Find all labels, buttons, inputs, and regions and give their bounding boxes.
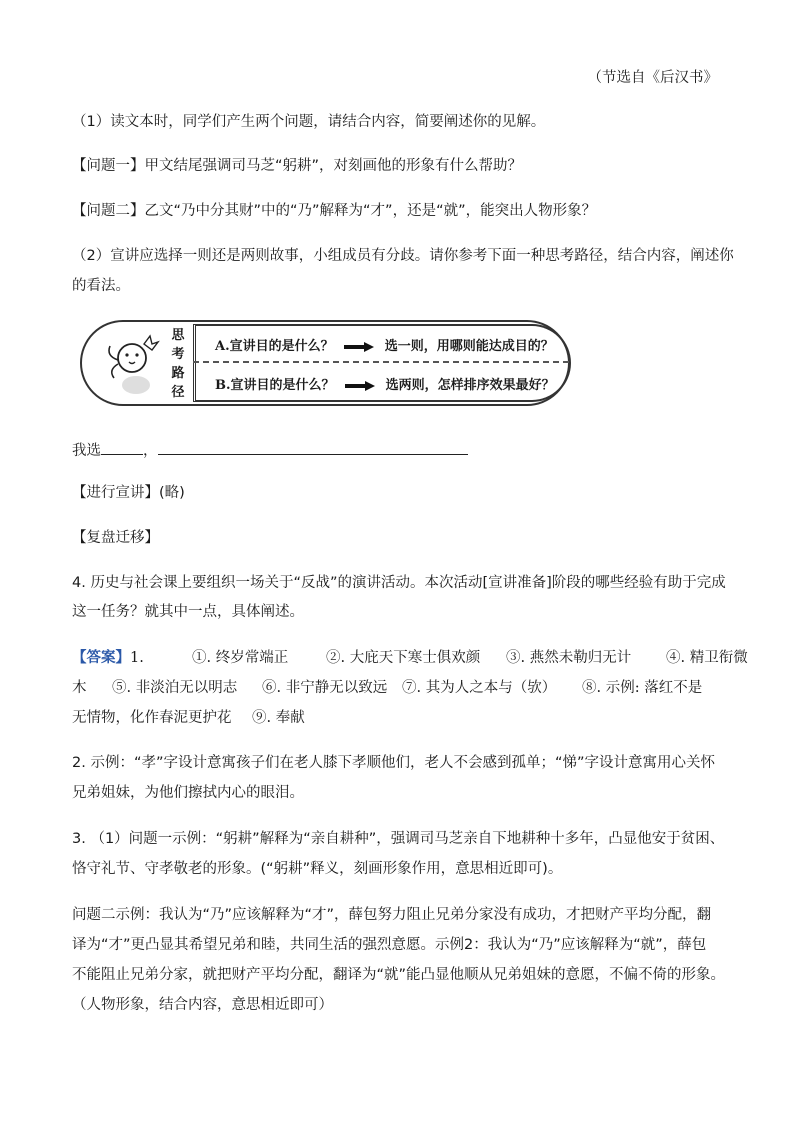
row-b-result: 选两则，怎样排序效果最好？ [385, 378, 555, 393]
problem-two: 【问题二】乙文“乃中分其财”中的“乃”解释为“才”，还是“就”，能突出人物形象？ [72, 203, 597, 219]
question-4-line-2: 这一任务？就其中一点，具体阐述。 [72, 604, 304, 620]
right-arrow-icon [344, 342, 374, 352]
answer-2-line-2: 兄弟姐妹，为他们擦拭内心的眼泪。 [72, 785, 304, 801]
answer-item: ⑤. 非淡泊无以明志 [112, 680, 238, 696]
answer-3-problem2-line-3: 不能阻止兄弟分家，就把财产平均分配，翻译为“就”能凸显他顺从兄弟姐妹的意愿，不偏不倚的形象。 [72, 967, 726, 983]
choice-line [72, 440, 722, 461]
question-2-line-1: （2）宣讲应选择一则还是两则故事，小组成员有分歧。请你参考下面一种思考路径，结合内容，阐述你 [72, 248, 734, 264]
label-char: 考 [171, 347, 185, 362]
source-note: （节选自《后汉书》 [587, 70, 718, 86]
question-1-intro: （1）读文本时，同学们产生两个问题，请结合内容，简要阐述你的见解。 [72, 114, 546, 130]
answer-item: ⑨. 奉献 [252, 710, 305, 726]
answer-item: 木 [72, 680, 87, 696]
step-lecture: 【进行宣讲】(略) [72, 485, 185, 501]
row-a-question: A.宣讲目的是什么？ [215, 339, 334, 354]
label-char: 径 [171, 385, 185, 400]
answer-item: ⑧. 示例: 落红不是 [582, 680, 703, 696]
path-row-a [215, 335, 554, 354]
answer-item: ④. 精卫衔微 [666, 650, 748, 666]
choice-comma: ， [143, 443, 158, 459]
answer-3-line-2: 恪守礼节、守孝敬老的形象。(“躬耕”释义，刻画形象作用，意思相近即可)。 [72, 861, 563, 877]
choice-blank-short[interactable] [101, 440, 143, 455]
thinking-path-label [168, 326, 188, 402]
answer-3-problem2-line-1: 问题二示例：我认为“乃”应该解释为“才”，薛包努力阻止兄弟分家没有成功，才把财产平均分配，翻 [72, 907, 712, 923]
answer-item: ⑥. 非宁静无以致远 [262, 680, 388, 696]
label-char: 思 [171, 328, 185, 343]
answer-tag: 【答案】 [72, 649, 130, 666]
answer-3-problem2-line-2: 译为“才”更凸显其希望兄弟和睦，共同生活的强烈意愿。示例2：我认为“乃”应该解释为“就”，薛包 [72, 937, 707, 953]
question-2-line-2: 的看法。 [72, 278, 130, 294]
answer-item: ①. 终岁常端正 [192, 650, 289, 666]
label-char: 路 [171, 366, 185, 381]
problem-one: 【问题一】甲文结尾强调司马芝“躬耕”，对刻画他的形象有什么帮助？ [72, 158, 523, 174]
answer-item: ②. 大庇天下寒士俱欢颜 [326, 650, 481, 666]
answer-3-problem2-line-4: （人物形象，结合内容，意思相近即可） [72, 997, 333, 1013]
answer-3-line-1: 3. （1）问题一示例：“躬耕”解释为“亲自耕种”，强调司马芝亲自下地耕种十多年，凸显他安于贫困、 [72, 831, 725, 847]
question-4-line-1: 4. 历史与社会课上要组织一场关于“反战”的演讲活动。本次活动[宣讲准备]阶段的哪些经验有助于完成 [72, 575, 726, 591]
right-arrow-icon [345, 381, 375, 391]
cartoon-mascot-icon [96, 330, 160, 400]
thinking-path-diagram [80, 320, 574, 410]
path-row-b [215, 374, 555, 393]
row-b-question: B.宣讲目的是什么？ [215, 378, 335, 393]
answer-1-line-2 [72, 678, 722, 698]
answer-number: 1. [130, 650, 144, 666]
diagram-divider [193, 361, 569, 363]
choice-prefix: 我选 [72, 443, 101, 459]
choice-blank-long[interactable] [158, 440, 468, 455]
answer-item: ③. 燕然未勒归无计 [506, 650, 632, 666]
answer-1-line-3 [72, 708, 722, 728]
answer-item: 无情物，化作春泥更护花 [72, 710, 232, 726]
step-review: 【复盘迁移】 [72, 530, 159, 546]
answer-item: ⑦. 其为人之本与（欤） [402, 680, 557, 696]
row-a-result: 选一则，用哪则能达成目的？ [384, 339, 554, 354]
answer-1-line-1 [72, 648, 748, 668]
answer-2-line-1: 2. 示例：“孝”字设计意寓孩子们在老人膝下孝顺他们，老人不会感到孤单；“悌”字设计意寓用心关怀 [72, 755, 715, 771]
